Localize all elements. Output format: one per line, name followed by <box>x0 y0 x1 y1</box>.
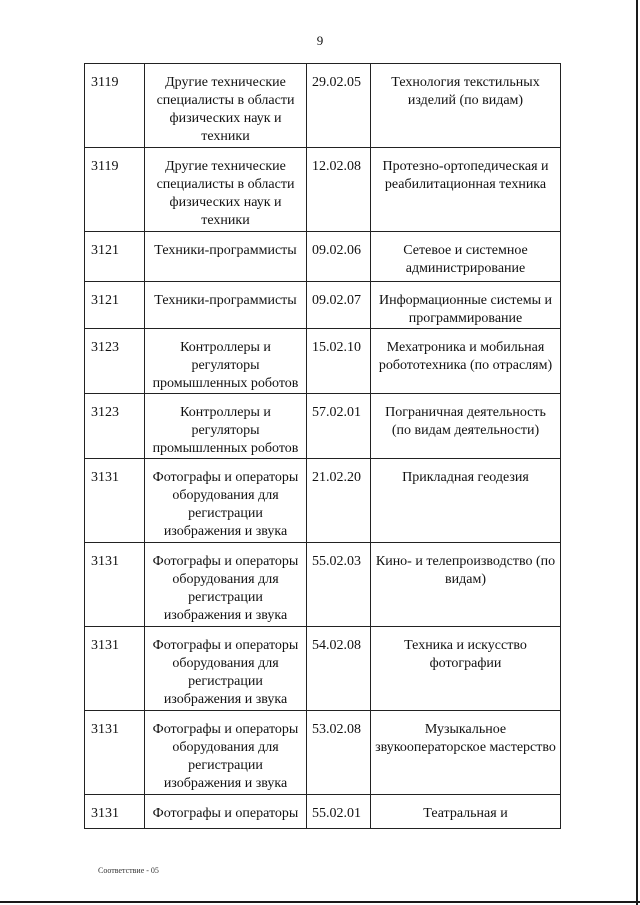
specialty-code-cell: 09.02.07 <box>307 282 371 329</box>
specialty-name-cell: Мехатроника и мобильная робототехника (по отраслям) <box>371 329 561 394</box>
occupation-name-cell: Техники-программисты <box>145 232 307 282</box>
table-row <box>85 282 561 329</box>
specialty-name-cell: Пограничная деятельность (по видам деятельности) <box>371 394 561 459</box>
specialty-code-cell: 55.02.03 <box>307 543 371 627</box>
specialty-name-cell: Музыкальное звукооператорское мастерство <box>371 711 561 795</box>
scan-border-bottom <box>0 901 640 903</box>
occupation-name-cell: Фотографы и операторы оборудования для регистрации изображения и звука <box>145 543 307 627</box>
table-row <box>85 394 561 459</box>
table-row <box>85 711 561 795</box>
table-row <box>85 459 561 543</box>
specialty-code-cell: 57.02.01 <box>307 394 371 459</box>
table-row <box>85 627 561 711</box>
specialty-code-cell: 54.02.08 <box>307 627 371 711</box>
specialty-name-cell: Технология текстильных изделий (по видам) <box>371 64 561 148</box>
specialty-name-cell: Протезно-ортопедическая и реабилитационная техника <box>371 148 561 232</box>
occupation-code-cell: 3121 <box>85 232 145 282</box>
occupation-code-cell: 3121 <box>85 282 145 329</box>
specialty-code-cell: 53.02.08 <box>307 711 371 795</box>
specialty-name-cell: Прикладная геодезия <box>371 459 561 543</box>
table-row <box>85 795 561 829</box>
table-row <box>85 148 561 232</box>
table-row <box>85 232 561 282</box>
occupation-code-cell: 3131 <box>85 627 145 711</box>
occupation-name-cell: Контроллеры и регуляторы промышленных роботов <box>145 329 307 394</box>
specialty-name-cell: Информационные системы и программирование <box>371 282 561 329</box>
scan-border-right <box>636 0 638 905</box>
occupation-name-cell: Фотографы и операторы оборудования для регистрации изображения и звука <box>145 711 307 795</box>
specialty-name-cell: Театральная и <box>371 795 561 829</box>
occupation-name-cell: Фотографы и операторы оборудования для регистрации изображения и звука <box>145 627 307 711</box>
specialty-code-cell: 15.02.10 <box>307 329 371 394</box>
specialty-name-cell: Кино- и телепроизводство (по видам) <box>371 543 561 627</box>
occupation-code-cell: 3119 <box>85 148 145 232</box>
occupation-code-cell: 3123 <box>85 394 145 459</box>
specialty-code-cell: 12.02.08 <box>307 148 371 232</box>
occupation-name-cell: Контроллеры и регуляторы промышленных роботов <box>145 394 307 459</box>
occupation-name-cell: Фотографы и операторы <box>145 795 307 829</box>
occupation-name-cell: Другие технические специалисты в области физических наук и техники <box>145 64 307 148</box>
occupation-code-cell: 3131 <box>85 543 145 627</box>
specialty-name-cell: Сетевое и системное администрирование <box>371 232 561 282</box>
occupation-specialty-table <box>84 63 561 829</box>
occupation-name-cell: Другие технические специалисты в области физических наук и техники <box>145 148 307 232</box>
occupation-code-cell: 3123 <box>85 329 145 394</box>
occupation-code-cell: 3131 <box>85 711 145 795</box>
specialty-name-cell: Техника и искусство фотографии <box>371 627 561 711</box>
specialty-code-cell: 55.02.01 <box>307 795 371 829</box>
specialty-code-cell: 09.02.06 <box>307 232 371 282</box>
occupation-name-cell: Техники-программисты <box>145 282 307 329</box>
specialty-code-cell: 29.02.05 <box>307 64 371 148</box>
occupation-name-cell: Фотографы и операторы оборудования для регистрации изображения и звука <box>145 459 307 543</box>
occupation-code-cell: 3131 <box>85 795 145 829</box>
page-number: 9 <box>316 33 324 48</box>
table-row <box>85 64 561 148</box>
occupation-code-cell: 3131 <box>85 459 145 543</box>
table-row <box>85 543 561 627</box>
table-row <box>85 329 561 394</box>
specialty-code-cell: 21.02.20 <box>307 459 371 543</box>
footer-note: Соответствие - 05 <box>98 866 159 875</box>
occupation-code-cell: 3119 <box>85 64 145 148</box>
